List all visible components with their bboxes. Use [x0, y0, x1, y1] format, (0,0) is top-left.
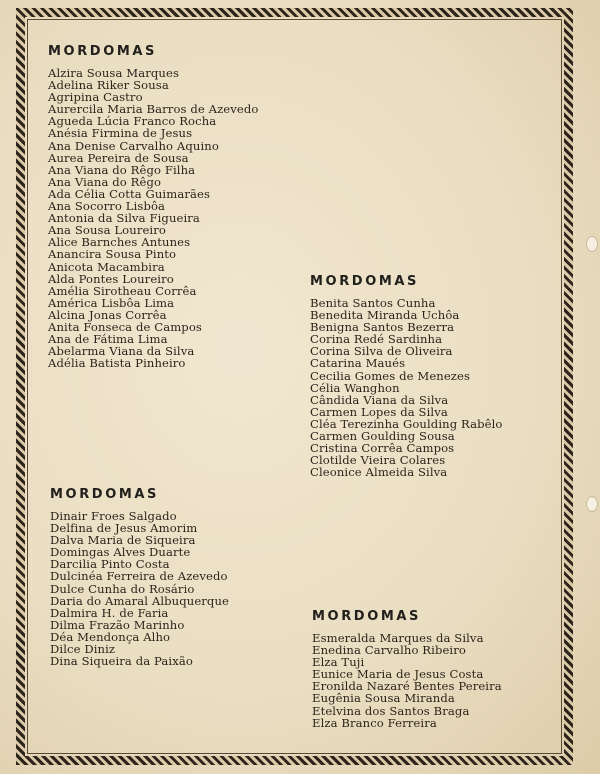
name-item: Anancira Sousa Pinto	[48, 247, 177, 262]
punch-hole	[586, 496, 598, 512]
mordomas-section-b	[310, 274, 502, 478]
name-item: Alzira Sousa Marques	[48, 66, 179, 80]
name-item: Alda Pontes Loureiro	[48, 271, 174, 286]
name-item: Anita Fonseca de Campos	[48, 319, 202, 334]
mordomas-section-e	[312, 609, 502, 729]
name-item: Carmen Goulding Sousa	[310, 429, 455, 444]
name-item: Daria do Amaral Albuquerque	[50, 593, 229, 608]
name-item: Catarina Maués	[310, 356, 406, 371]
name-item: Etelvina dos Santos Braga	[312, 703, 470, 718]
name-item: Cléa Terezinha Goulding Rabêlo	[310, 416, 503, 431]
section-heading: MORDOMAS	[312, 609, 422, 624]
name-item: América Lisbôa Lima	[48, 295, 175, 310]
name-item: Elza Tuji	[312, 655, 365, 670]
name-item: Antonia da Silva Figueira	[48, 211, 200, 226]
name-item: Ana Sousa Loureiro	[48, 223, 166, 238]
name-item: Alice Barnches Antunes	[48, 235, 191, 250]
name-item: Cecilia Gomes de Menezes	[310, 368, 471, 383]
names-list	[310, 297, 502, 478]
name-item: Anésia Firmina de Jesus	[48, 126, 193, 141]
name-item: Ada Célia Cotta Guimarães	[48, 186, 211, 201]
section-heading: MORDOMAS	[310, 274, 420, 289]
name-item: Agueda Lúcia Franco Rocha	[48, 114, 217, 129]
name-item: Clotilde Vieira Colares	[310, 453, 446, 468]
mordomas-section-d	[50, 487, 229, 667]
name-item: Ana Socorro Lisbôa	[48, 199, 166, 214]
name-item: Domingas Alves Duarte	[50, 545, 191, 560]
name-item: Eugênia Sousa Miranda	[312, 691, 455, 706]
name-item: Aurercila Maria Barros de Azevedo	[48, 102, 259, 117]
name-item: Corina Silva de Oliveira	[310, 344, 453, 359]
name-item: Dilma Frazão Marinho	[50, 617, 185, 632]
name-item: Déa Mendonça Alho	[50, 629, 171, 644]
name-item: Elza Branco Ferreira	[312, 715, 437, 730]
names-list	[312, 632, 502, 729]
name-item: Dulce Cunha do Rosário	[50, 581, 195, 596]
section-heading: MORDOMAS	[48, 44, 158, 59]
names-list	[50, 510, 229, 667]
name-item: Dulcinéa Ferreira de Azevedo	[50, 569, 228, 584]
name-item: Ana de Fátima Lima	[48, 332, 168, 347]
name-item: Dalmira H. de Faria	[50, 605, 169, 620]
name-item: Abelarma Viana da Silva	[48, 344, 195, 359]
name-item: Cleonice Almeida Silva	[310, 465, 448, 480]
name-item: Darcilia Pinto Costa	[50, 557, 170, 572]
mordomas-section-a	[48, 44, 258, 369]
name-item: Dinair Froes Salgado	[50, 509, 177, 523]
name-item: Carmen Lopes da Silva	[310, 404, 448, 419]
name-item: Amélia Sirotheau Corrêa	[48, 283, 197, 298]
name-item: Dalva Maria de Siqueira	[50, 533, 196, 548]
name-item: Dina Siqueira da Paixão	[50, 654, 193, 669]
name-item: Dilce Diniz	[50, 642, 116, 657]
name-item: Benedita Miranda Uchôa	[310, 308, 460, 323]
name-item: Ana Viana do Rêgo	[48, 174, 162, 189]
name-item: Agripina Castro	[48, 90, 143, 105]
name-item: Delfina de Jesus Amorim	[50, 521, 198, 536]
name-item: Eronilda Nazaré Bentes Pereira	[312, 679, 502, 694]
name-item: Cândida Viana da Silva	[310, 392, 449, 407]
name-item: Cristina Corrêa Campos	[310, 441, 455, 456]
name-item: Ana Viana do Rêgo Filha	[48, 162, 196, 177]
section-heading: MORDOMAS	[50, 487, 160, 502]
name-item: Eunice Maria de Jesus Costa	[312, 667, 484, 682]
name-item: Enedina Carvalho Ribeiro	[312, 643, 466, 658]
name-item: Esmeralda Marques da Silva	[312, 631, 484, 645]
name-item: Benigna Santos Bezerra	[310, 320, 455, 335]
name-item: Alcina Jonas Corrêa	[48, 307, 167, 322]
name-item: Adélia Batista Pinheiro	[48, 356, 186, 371]
name-item: Aurea Pereira de Sousa	[48, 150, 189, 165]
name-item: Adelina Riker Sousa	[48, 78, 169, 93]
name-item: Corina Redé Sardinha	[310, 332, 443, 347]
name-item: Célia Wanghon	[310, 380, 400, 395]
name-item: Ana Denise Carvalho Aquino	[48, 138, 219, 153]
names-list	[48, 67, 258, 369]
punch-hole	[586, 236, 598, 252]
name-item: Anicota Macambira	[48, 259, 165, 274]
name-item: Benita Santos Cunha	[310, 296, 436, 310]
